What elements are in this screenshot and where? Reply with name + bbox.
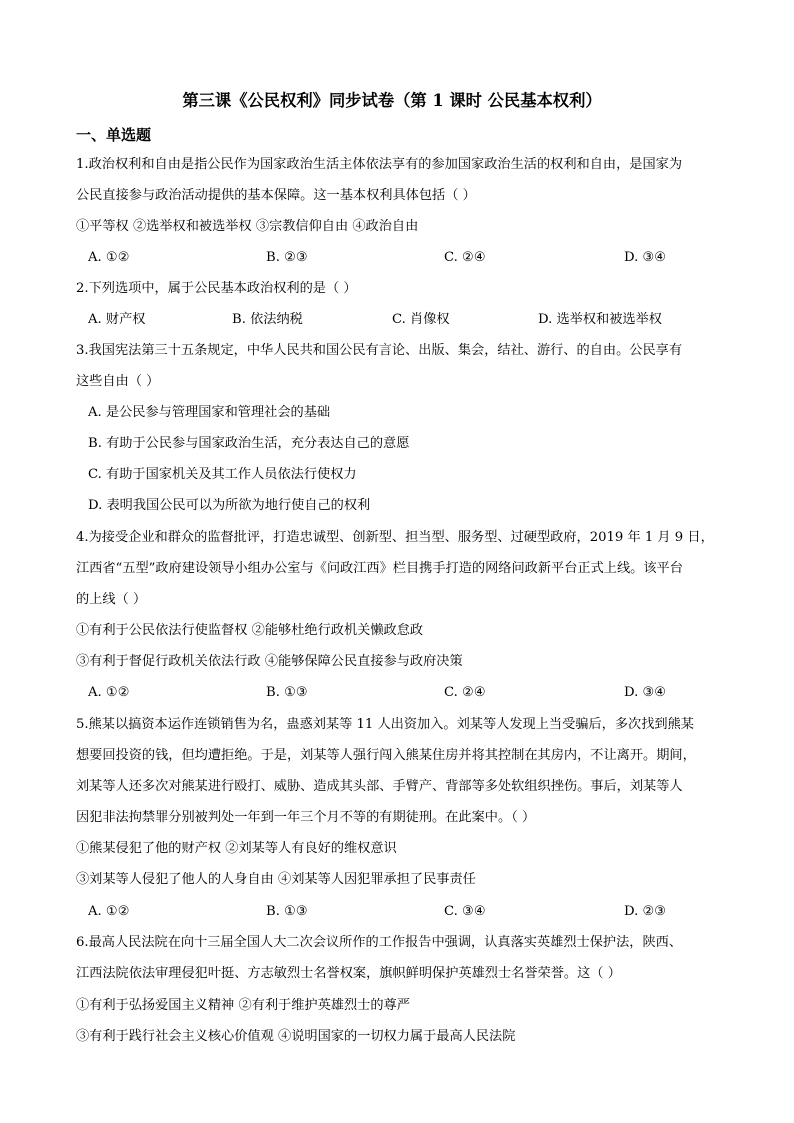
- question-4-option-a: A. ①②: [88, 685, 130, 700]
- question-5-option-c: C. ③④: [444, 904, 486, 919]
- question-6-items-1: ①有利于弘扬爱国主义精神 ②有利于维护英雄烈士的尊严: [76, 998, 410, 1013]
- question-5-line-3: 刘某等人还多次对熊某进行殴打、威胁、造成其头部、手臂产、背部等多处软组织挫伤。事后，刘某等人: [76, 779, 683, 794]
- question-4-items-2: ③有利于督促行政机关依法行政 ④能够保障公民直接参与政府决策: [76, 654, 463, 669]
- question-4-line-3: 的上线（ ）: [76, 592, 147, 607]
- question-6-line-1: 6.最高人民法院在向十三届全国人大二次会议所作的工作报告中强调，认真落实英雄烈士保护法，陕西、: [76, 935, 683, 950]
- section-heading: 一、单选题: [76, 126, 152, 144]
- question-3-option-b: B. 有助于公民参与国家政治生活，充分表达自己的意愿: [88, 436, 410, 451]
- question-2-option-a: A. 财产权: [88, 312, 146, 327]
- question-5-line-1: 5.熊某以搞资本运作连锁销售为名，蛊惑刘某等 11 人出资加入。刘某等人发现上当受骗后，多次找到熊某: [76, 717, 694, 732]
- question-1-items: ①平等权 ②选举权和被选举权 ③宗教信仰自由 ④政治自由: [76, 219, 419, 234]
- question-5-items-2: ③刘某等人侵犯了他人的人身自由 ④刘某等人因犯罪承担了民事责任: [76, 872, 476, 887]
- question-2-option-b: B. 依法纳税: [232, 312, 303, 327]
- question-5-items-1: ①熊某侵犯了他的财产权 ②刘某等人有良好的维权意识: [76, 841, 397, 856]
- question-1-option-a: A. ①②: [88, 250, 130, 265]
- question-1-option-b: B. ②③: [266, 250, 308, 265]
- question-5-option-d: D. ②③: [624, 904, 667, 919]
- question-5-line-2: 想要回投资的钱，但均遭拒绝。于是，刘某等人强行闯入熊某住房并将其控制在其房内，不让离开。期间，: [76, 748, 696, 763]
- question-3-line-2: 这些自由（ ）: [76, 374, 160, 389]
- question-5-line-4: 因犯非法拘禁罪分别被判处一年到一年三个月不等的有期徒刑。在此案中。（ ）: [76, 810, 536, 825]
- question-1-option-d: D. ③④: [624, 250, 667, 265]
- question-3-option-a: A. 是公民参与管理国家和管理社会的基础: [88, 405, 331, 420]
- question-4-items-1: ①有利于公民依法行使监督权 ②能够杜绝行政机关懒政怠政: [76, 623, 424, 638]
- question-1-line-1: 1.政治权利和自由是指公民作为国家政治生活主体依法享有的参加国家政治生活的权利和自由，是国家为: [76, 157, 683, 172]
- question-4-option-c: C. ②④: [444, 685, 486, 700]
- page-title: 第三课《公民权利》同步试卷（第 1 课时 公民基本权利）: [182, 91, 602, 110]
- question-2-option-c: C. 肖像权: [392, 312, 450, 327]
- question-1-line-2: 公民直接参与政治活动提供的基本保障。这一基本权利具体包括（ ）: [76, 188, 476, 203]
- question-4-option-b: B. ①③: [266, 685, 308, 700]
- question-3-option-d: D. 表明我国公民可以为所欲为地行使自己的权利: [88, 498, 371, 513]
- question-2-option-d: D. 选举权和被选举权: [538, 312, 662, 327]
- question-4-line-1: 4.为接受企业和群众的监督批评，打造忠诚型、创新型、担当型、服务型、过硬型政府，2019 年 1 月 9 日，: [76, 530, 714, 545]
- question-4-option-d: D. ③④: [624, 685, 667, 700]
- question-5-option-a: A. ①②: [88, 904, 130, 919]
- question-3-option-c: C. 有助于国家机关及其工作人员依法行使权力: [88, 467, 357, 482]
- question-6-line-2: 江西法院依法审理侵犯叶挺、方志敏烈士名誉权案，旗帜鲜明保护英雄烈士名誉荣誉。这（ ）: [76, 966, 621, 981]
- question-6-items-2: ③有利于践行社会主义核心价值观 ④说明国家的一切权力属于最高人民法院: [76, 1029, 516, 1044]
- question-4-line-2: 江西省“五型”政府建设领导小组办公室与《问政江西》栏目携手打造的网络问政新平台正式上线。该平台: [76, 561, 683, 576]
- question-2-line-1: 2.下列选项中，属于公民基本政治权利的是（ ）: [76, 281, 357, 296]
- question-1-option-c: C. ②④: [444, 250, 486, 265]
- question-5-option-b: B. ①③: [266, 904, 308, 919]
- question-3-line-1: 3.我国宪法第三十五条规定，中华人民共和国公民有言论、出版、集会，结社、游行、的自由。公民享有: [76, 343, 683, 358]
